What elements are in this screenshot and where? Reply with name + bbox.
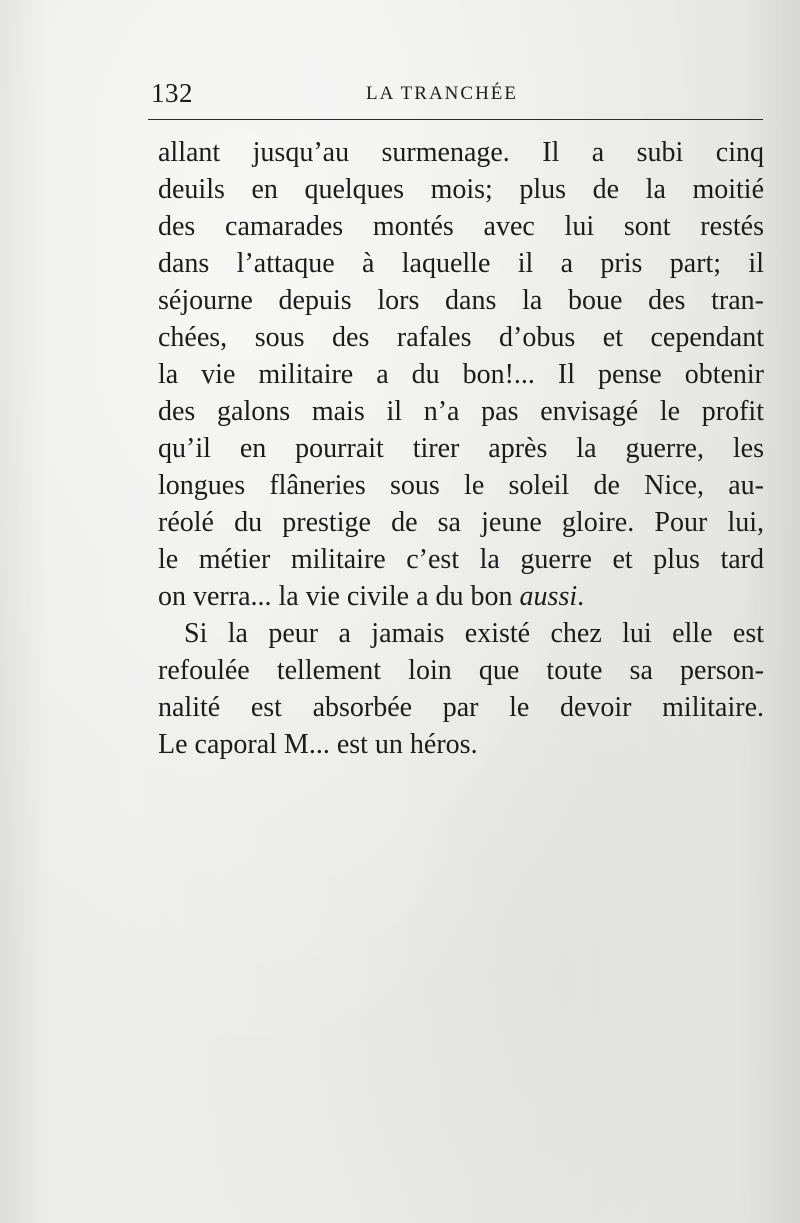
page-number: 132 [151, 78, 193, 108]
text-segment: on verra... la vie civile a du bon [158, 581, 520, 612]
text-line: réolé du prestige de sa jeune gloire. Pour lui, [158, 507, 764, 538]
text-line-last: Le caporal M... est un héros. [158, 729, 478, 760]
header-rule [148, 119, 763, 120]
text-line: dans l’attaque à laquelle il a pris part; il [158, 248, 764, 279]
text-line: refoulée tellement loin que toute sa person- [158, 655, 764, 686]
text-line: la vie militaire a du bon!... Il pense obtenir [158, 359, 764, 390]
text-line: séjourne depuis lors dans la boue des tran- [158, 285, 764, 316]
text-line: des galons mais il n’a pas envisagé le profit [158, 396, 764, 427]
italic-word: aussi [519, 581, 578, 612]
text-line: allant jusqu’au surmenage. Il a subi cinq [158, 137, 764, 168]
text-line: nalité est absorbée par le devoir militaire. [158, 692, 764, 723]
running-title: LA TRANCHÉE [366, 83, 519, 104]
text-line: chées, sous des rafales d’obus et cependant [158, 322, 764, 353]
text-line-last [158, 578, 764, 615]
text-line: deuils en quelques mois; plus de la moitié [158, 174, 764, 205]
paragraph-1 [158, 134, 764, 615]
paragraph-2 [158, 615, 764, 763]
text-line: le métier militaire c’est la guerre et plus tard [158, 544, 764, 575]
text-line: longues flâneries sous le soleil de Nice, au- [158, 470, 764, 501]
text-line: Si la peur a jamais existé chez lui elle est [184, 618, 764, 649]
text-line: qu’il en pourrait tirer après la guerre, les [158, 433, 764, 464]
text-segment: . [577, 581, 585, 612]
page-header [148, 78, 763, 118]
text-line: des camarades montés avec lui sont restés [158, 211, 764, 242]
body-text [158, 134, 764, 763]
